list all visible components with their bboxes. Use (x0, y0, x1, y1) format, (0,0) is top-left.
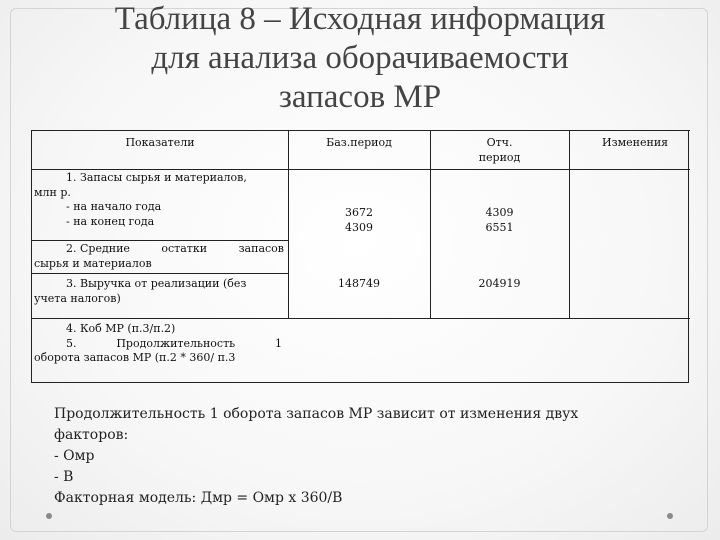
col-divider-3 (569, 130, 570, 318)
row4-label-word-3: 1 (274, 336, 282, 350)
row4-label-word-1: 5. (66, 336, 77, 350)
row-divider-1 (32, 240, 288, 241)
row1-label-line3: - на начало года (66, 200, 162, 213)
row2-label-word-3: запасов (238, 242, 284, 255)
header-changes: Изменения (602, 136, 669, 149)
row1-base-values (288, 206, 430, 235)
row1-base-end: 4309 (345, 220, 373, 234)
header-divider (32, 169, 690, 170)
row-divider-3 (32, 318, 690, 319)
row2-label (34, 242, 284, 271)
header-indicators: Показатели (125, 136, 195, 149)
header-report-period (430, 136, 569, 165)
row3-report-value: 204919 (478, 277, 521, 290)
note-line-3: - Омр (54, 448, 95, 464)
row1-label-line4: - на конец года (66, 214, 155, 228)
row-divider-2 (32, 273, 288, 274)
row4-label-line2 (34, 337, 282, 352)
row2-label-line1 (34, 242, 284, 257)
row2-label-line2: сырья и материалов (34, 256, 152, 270)
row3-label (34, 277, 284, 306)
note-line-5: Факторная модель: Дмр = Омр х 360/В (54, 490, 343, 506)
row2-label-word-1: 2. Средние (66, 242, 130, 255)
header-report-period-line2: период (478, 150, 521, 164)
row3-base-value: 148749 (338, 277, 380, 290)
row1-label-line1: 1. Запасы сырья и материалов, (66, 171, 247, 184)
title-line-3: запасов МР (278, 79, 442, 115)
row1-report-start: 4309 (485, 206, 514, 219)
title-line-1: Таблица 8 – Исходная информация (114, 1, 606, 37)
title-line-2: для анализа оборачиваемости (151, 40, 569, 76)
note-line-1: Продолжительность 1 оборота запасов МР зависит от изменения двух (54, 406, 579, 422)
row4-label-word-2: Продолжительность (116, 336, 236, 350)
decorative-dot-left (46, 513, 52, 519)
decorative-dot-right (667, 513, 673, 519)
row4-label-line1: 4. Коб МР (п.3/п.2) (66, 322, 176, 335)
table-top-border (32, 130, 690, 131)
row1-report-values (430, 206, 569, 235)
note-line-4: - В (54, 469, 74, 485)
factor-note (54, 404, 674, 509)
row1-label-line2: млн р. (34, 185, 71, 199)
row4-label-line3: оборота запасов МР (п.2 * 360/ п.3 (34, 351, 236, 364)
note-line-2: факторов: (54, 427, 129, 443)
row1-label (34, 171, 284, 229)
header-base-period: Баз.период (326, 136, 392, 149)
slide-title (40, 0, 680, 117)
row1-report-end: 6551 (485, 220, 514, 234)
row3-label-line2: учета налогов) (34, 291, 121, 305)
data-table (31, 130, 689, 383)
row3-label-line1: 3. Выручка от реализации (без (66, 277, 247, 290)
row1-base-start: 3672 (345, 206, 373, 219)
row4-label (34, 322, 282, 366)
row2-label-word-2: остатки (161, 242, 208, 255)
header-report-period-line1: Отч. (486, 136, 513, 149)
